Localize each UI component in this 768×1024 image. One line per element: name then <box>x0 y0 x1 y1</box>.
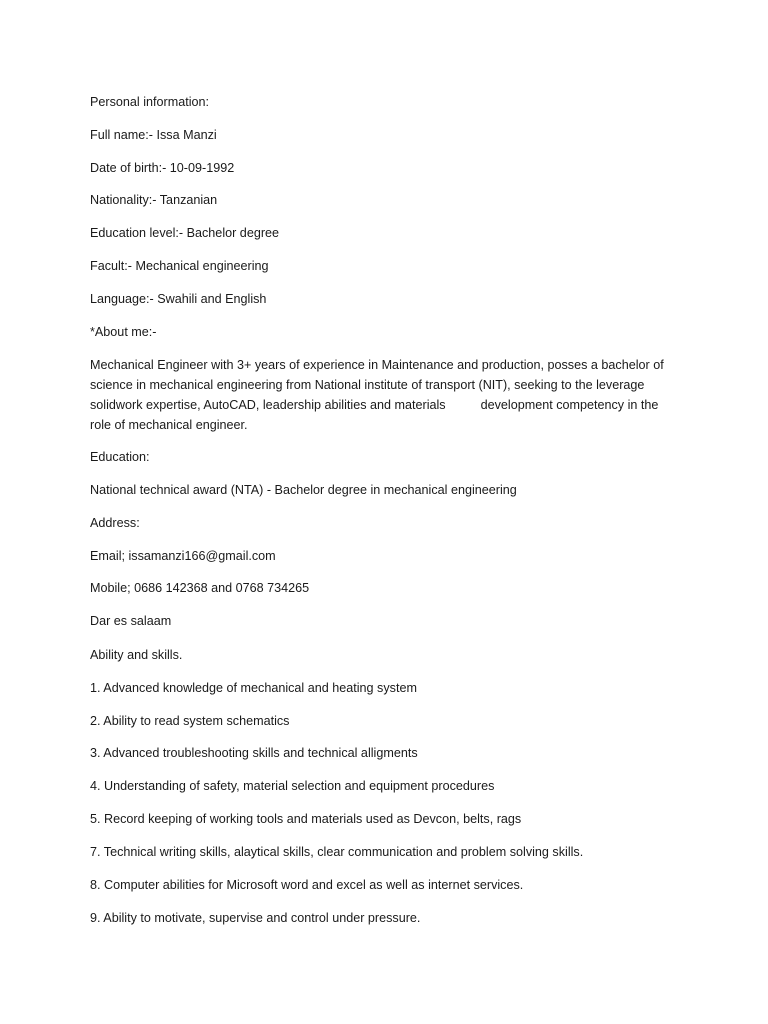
education-item: National technical award (NTA) - Bachelor degree in mechanical engineering <box>90 483 517 497</box>
skill-item: 3. Advanced troubleshooting skills and technical alligments <box>90 746 418 760</box>
skill-item: 8. Computer abilities for Microsoft word and excel as well as internet services. <box>90 878 524 892</box>
nationality: Nationality:- Tanzanian <box>90 193 218 207</box>
about-line: Mechanical Engineer with 3+ years of experience in Maintenance and production, posses a bachelor of <box>90 358 664 372</box>
date-of-birth: Date of birth:- 10-09-1992 <box>90 161 235 175</box>
education-heading: Education: <box>90 450 150 464</box>
skill-item: 1. Advanced knowledge of mechanical and heating system <box>90 681 417 695</box>
email: Email; issamanzi166@gmail.com <box>90 549 276 563</box>
full-name: Full name:- Issa Manzi <box>90 128 217 142</box>
skill-item: 5. Record keeping of working tools and materials used as Devcon, belts, rags <box>90 812 522 826</box>
city: Dar es salaam <box>90 614 172 628</box>
education-level: Education level:- Bachelor degree <box>90 226 280 240</box>
skills-heading: Ability and skills. <box>90 648 183 662</box>
skill-item: 9. Ability to motivate, supervise and control under pressure. <box>90 911 421 925</box>
personal-info-heading: Personal information: <box>90 95 210 109</box>
about-line: solidwork expertise, AutoCAD, leadership abilities and materials development competency in the <box>90 398 659 412</box>
mobile: Mobile; 0686 142368 and 0768 734265 <box>90 581 310 595</box>
skill-item: 4. Understanding of safety, material selection and equipment procedures <box>90 779 495 793</box>
faculty: Facult:- Mechanical engineering <box>90 259 269 273</box>
language: Language:- Swahili and English <box>90 292 267 306</box>
skill-item: 2. Ability to read system schematics <box>90 714 290 728</box>
skill-item: 7. Technical writing skills, alaytical skills, clear communication and problem solving skills. <box>90 845 584 859</box>
address-heading: Address: <box>90 516 140 530</box>
about-paragraph <box>90 355 680 435</box>
about-line: science in mechanical engineering from National institute of transport (NIT), seeking to the leverage <box>90 378 645 392</box>
about-heading: *About me:- <box>90 325 157 339</box>
about-line: role of mechanical engineer. <box>90 418 248 432</box>
